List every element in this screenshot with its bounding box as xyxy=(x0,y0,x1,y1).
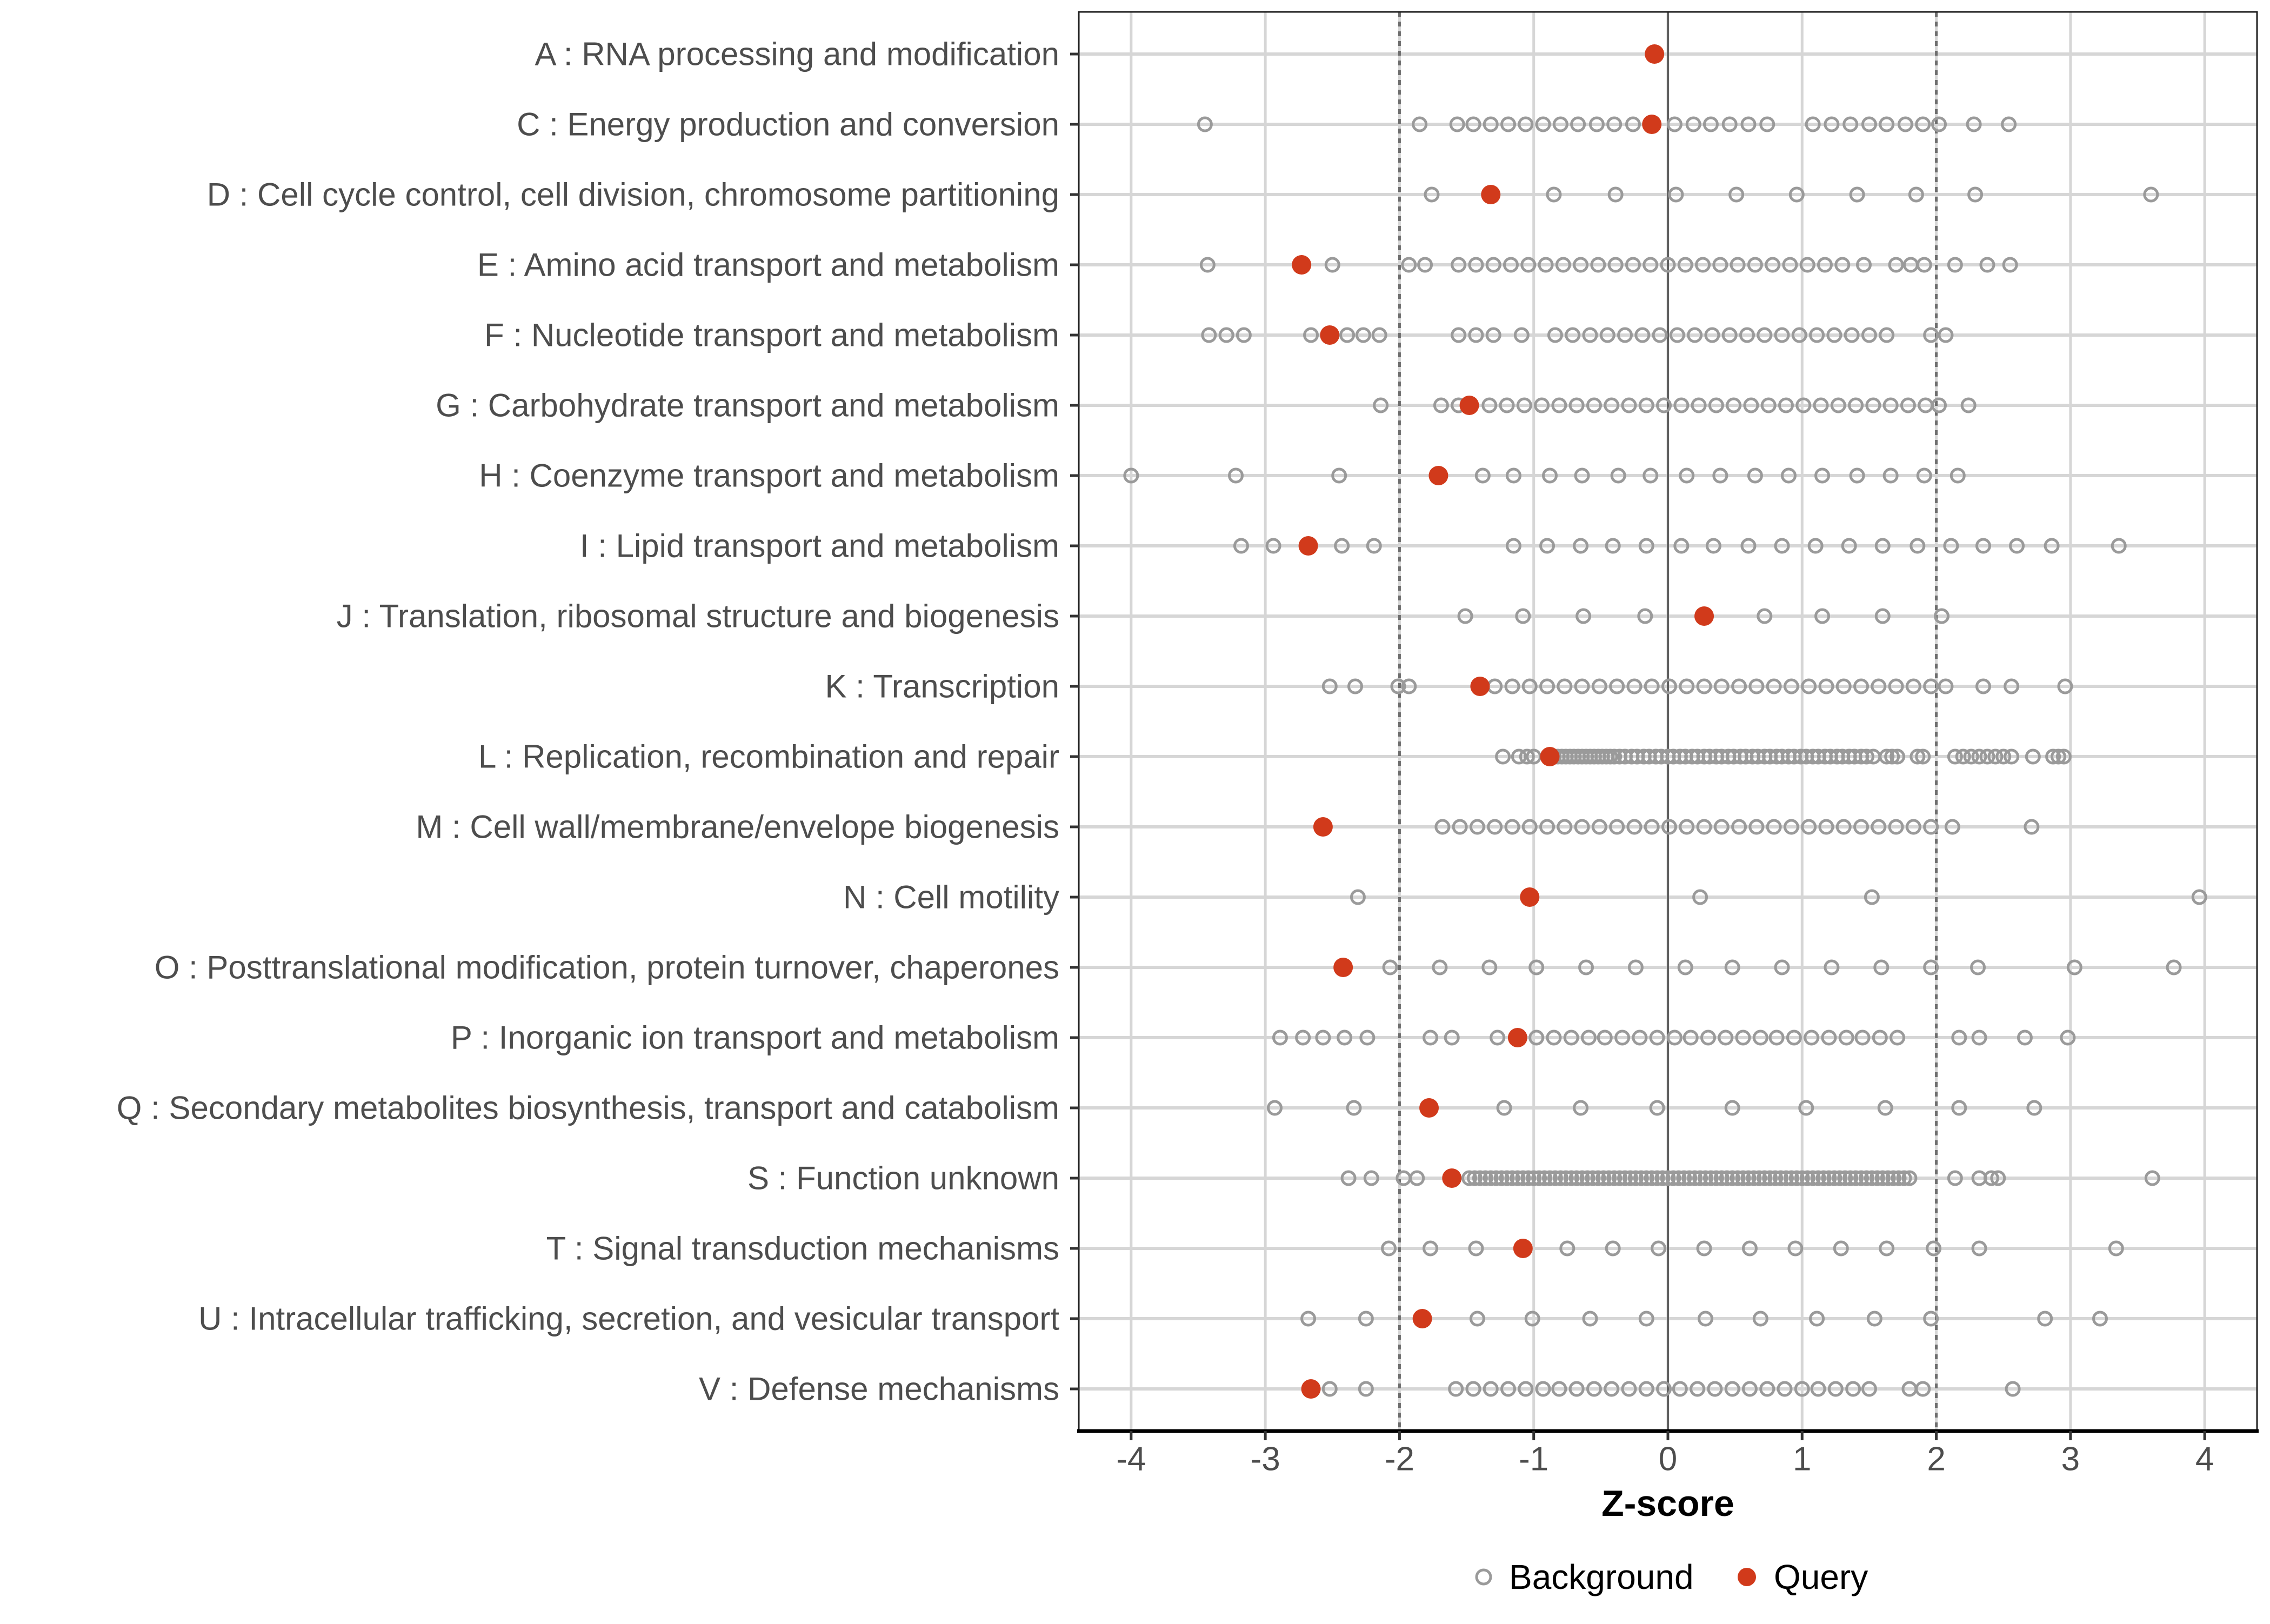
y-axis-label: H : Coenzyme transport and metabolism xyxy=(479,457,1059,494)
query-point xyxy=(1333,958,1353,977)
y-axis-label: O : Posttranslational modification, protein turnover, chaperones xyxy=(154,949,1059,986)
query-point xyxy=(1413,1309,1432,1328)
query-point xyxy=(1428,466,1448,485)
query-point xyxy=(1299,536,1318,556)
y-axis-label: E : Amino acid transport and metabolism xyxy=(477,246,1059,283)
x-tick-label: 0 xyxy=(1658,1440,1678,1478)
query-point xyxy=(1513,1239,1533,1258)
x-tick-label: 4 xyxy=(2195,1440,2214,1478)
query-point xyxy=(1694,606,1714,626)
y-axis-label: F : Nucleotide transport and metabolism xyxy=(484,317,1059,353)
query-point xyxy=(1320,325,1339,345)
y-axis-label: V : Defense mechanisms xyxy=(699,1371,1059,1407)
query-point xyxy=(1520,887,1539,907)
query-point xyxy=(1470,677,1490,696)
query-point xyxy=(1292,255,1311,275)
y-axis-label: Q : Secondary metabolites biosynthesis, transport and catabolism xyxy=(116,1090,1059,1126)
legend-query-label: Query xyxy=(1774,1558,1868,1596)
query-point xyxy=(1301,1379,1321,1399)
legend-background-icon xyxy=(1477,1570,1491,1584)
x-tick-label: 1 xyxy=(1793,1440,1812,1478)
query-point xyxy=(1540,747,1560,766)
x-tick-label: 3 xyxy=(2061,1440,2080,1478)
legend-background-label: Background xyxy=(1509,1558,1694,1596)
y-axis-label: N : Cell motility xyxy=(843,879,1059,915)
y-axis-label: G : Carbohydrate transport and metabolism xyxy=(436,387,1059,424)
y-axis-label: J : Translation, ribosomal structure and biogenesis xyxy=(336,598,1059,634)
query-point xyxy=(1642,115,1661,134)
legend-query-icon xyxy=(1738,1568,1756,1586)
x-tick-label: -2 xyxy=(1384,1440,1414,1478)
query-point xyxy=(1460,396,1479,415)
y-axis-label: K : Transcription xyxy=(825,668,1059,705)
x-tick-label: -4 xyxy=(1116,1440,1146,1478)
y-axis-label: T : Signal transduction mechanisms xyxy=(546,1230,1059,1267)
y-axis-label: C : Energy production and conversion xyxy=(517,106,1059,143)
x-tick-label: 2 xyxy=(1927,1440,1946,1478)
y-axis-label: D : Cell cycle control, cell division, chromosome partitioning xyxy=(206,176,1059,213)
y-axis-label: S : Function unknown xyxy=(747,1160,1059,1197)
query-point xyxy=(1481,185,1500,204)
x-tick-label: -3 xyxy=(1250,1440,1280,1478)
query-point xyxy=(1645,44,1664,64)
query-point xyxy=(1313,817,1333,837)
x-tick-label: -1 xyxy=(1519,1440,1549,1478)
y-axis-label: P : Inorganic ion transport and metabolism xyxy=(450,1019,1059,1056)
y-axis-label: A : RNA processing and modification xyxy=(535,36,1059,72)
query-point xyxy=(1508,1028,1527,1047)
y-axis-label: U : Intracellular trafficking, secretion, and vesicular transport xyxy=(198,1300,1059,1337)
y-axis-label: M : Cell wall/membrane/envelope biogenesis xyxy=(416,808,1059,845)
query-point xyxy=(1419,1098,1439,1118)
y-axis-label: L : Replication, recombination and repair xyxy=(478,738,1059,775)
x-axis-title: Z-score xyxy=(1601,1483,1734,1524)
y-axis-label: I : Lipid transport and metabolism xyxy=(579,527,1059,564)
query-point xyxy=(1442,1168,1461,1188)
